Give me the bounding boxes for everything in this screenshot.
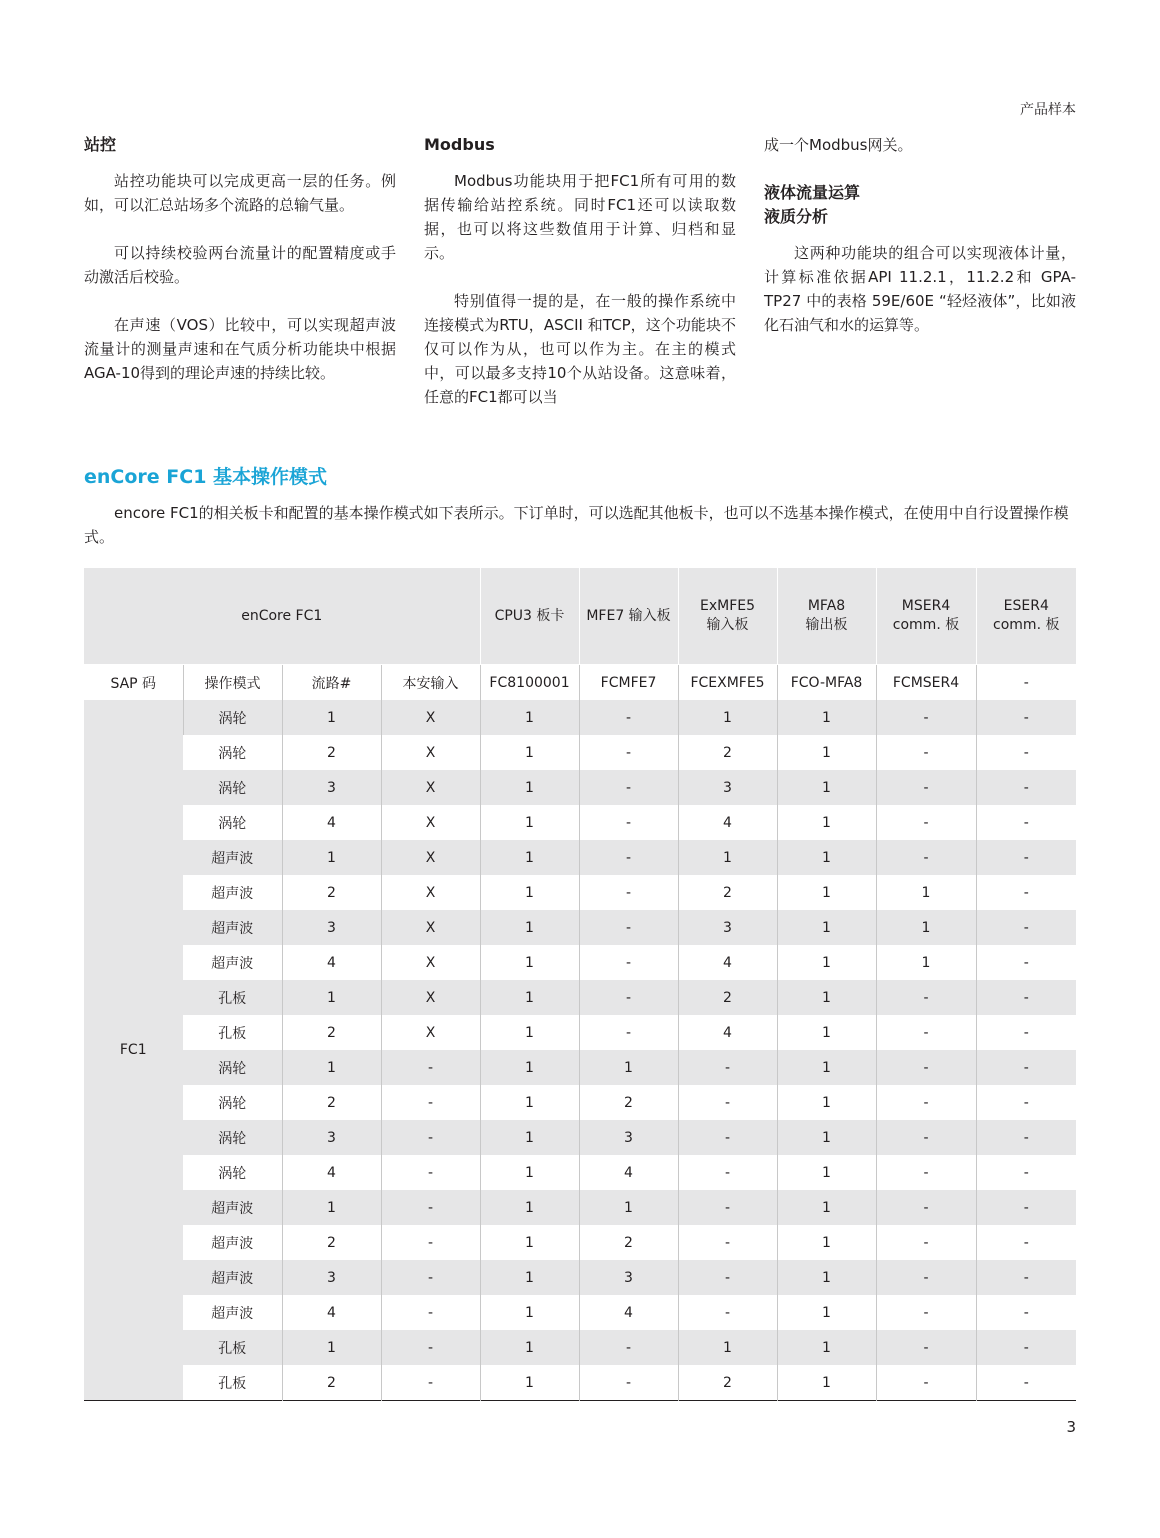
table-cell: - xyxy=(876,1260,976,1295)
table-cell: - xyxy=(579,910,678,945)
table-cell: 1 xyxy=(480,910,579,945)
heading-line-1: 液体流量运算 xyxy=(764,183,861,202)
table-cell: X xyxy=(381,700,480,735)
table-cell: - xyxy=(579,1015,678,1050)
table-cell: 1 xyxy=(480,1295,579,1330)
table-cell: 1 xyxy=(777,980,876,1015)
table-cell: 1 xyxy=(777,700,876,735)
table-cell: - xyxy=(976,840,1076,875)
table-cell: 4 xyxy=(579,1295,678,1330)
table-cell: - xyxy=(876,1050,976,1085)
table-row xyxy=(84,1295,1076,1330)
table-cell: 1 xyxy=(777,1050,876,1085)
heading-station-control: 站控 xyxy=(84,135,117,154)
table-cell: 超声波 xyxy=(211,1235,254,1252)
paragraph: 特别值得一提的是，在一般的操作系统中连接模式为RTU，ASCII 和TCP，这个功能块不仅可以作为从，也可以作为主。在主的模式中，可以最多支持10个从站设备。这意味着，任意的FC1都可以当 xyxy=(424,292,736,406)
table-cell: X xyxy=(381,875,480,910)
table-cell: - xyxy=(976,1295,1076,1330)
table-cell: - xyxy=(876,700,976,735)
table-cell: - xyxy=(579,805,678,840)
table-cell: - xyxy=(976,1085,1076,1120)
table-row xyxy=(84,840,1076,875)
table-cell: 1 xyxy=(480,980,579,1015)
table-cell: 3 xyxy=(579,1260,678,1295)
table-cell: 超声波 xyxy=(183,1260,282,1295)
table-cell: - xyxy=(678,1050,777,1085)
table-cell: 1 xyxy=(282,840,381,875)
table-cell: X xyxy=(381,1015,480,1050)
table-cell: - xyxy=(876,805,976,840)
table-cell: 1 xyxy=(282,700,381,735)
table-cell: 1 xyxy=(480,805,579,840)
table-cell: - xyxy=(579,840,678,875)
table-cell: 1 xyxy=(480,1365,579,1401)
table-cell: 2 xyxy=(678,875,777,910)
subheader-cell: 本安输入 xyxy=(381,665,480,701)
table-cell: 1 xyxy=(480,1015,579,1050)
card-header: MFA8 输出板 xyxy=(777,568,876,665)
table-subheader-row xyxy=(84,665,1076,701)
table-cell: - xyxy=(579,945,678,980)
table-cell: 1 xyxy=(480,1050,579,1085)
subheader-cell: SAP 码 xyxy=(84,665,183,701)
table-cell: 4 xyxy=(678,945,777,980)
table-cell: - xyxy=(976,700,1076,735)
page-number: 3 xyxy=(1066,1418,1076,1436)
table-cell: - xyxy=(678,1120,777,1155)
heading-liquid xyxy=(764,181,1076,229)
table-cell: 3 xyxy=(579,1120,678,1155)
table-cell: - xyxy=(381,1225,480,1260)
table-cell: 1 xyxy=(777,875,876,910)
table-cell: - xyxy=(976,945,1076,980)
table-cell: 4 xyxy=(282,805,381,840)
table-cell: 孔板 xyxy=(218,1025,247,1042)
table-row xyxy=(84,700,1076,735)
table-cell: 孔板 xyxy=(183,980,282,1015)
table-row xyxy=(84,1330,1076,1365)
table-cell: 2 xyxy=(282,875,381,910)
table-cell: - xyxy=(876,1330,976,1365)
table-cell: 1 xyxy=(480,1190,579,1225)
table-cell: 2 xyxy=(678,1365,777,1401)
table-cell: 2 xyxy=(282,1015,381,1050)
table-cell: 2 xyxy=(282,1365,381,1401)
table-cell: 超声波 xyxy=(211,955,254,972)
table-cell: - xyxy=(381,1085,480,1120)
table-cell: 1 xyxy=(777,1155,876,1190)
table-cell: 1 xyxy=(480,735,579,770)
table-header-row xyxy=(84,568,1076,665)
section-intro: encore FC1的相关板卡和配置的基本操作模式如下表所示。下订单时，可以选配其他板卡，也可以不选基本操作模式，在使用中自行设置操作模式。 xyxy=(84,504,1069,546)
table-cell: - xyxy=(579,1365,678,1401)
table-cell: - xyxy=(976,1365,1076,1401)
card-header: ExMFE5 输入板 xyxy=(678,568,777,665)
table-cell: 1 xyxy=(480,875,579,910)
table-cell: - xyxy=(579,1330,678,1365)
table-cell: 4 xyxy=(678,805,777,840)
table-cell: 3 xyxy=(678,770,777,805)
table-cell: 1 xyxy=(777,805,876,840)
table-cell: - xyxy=(976,1190,1076,1225)
table-cell: 1 xyxy=(777,735,876,770)
table-cell: 1 xyxy=(777,1015,876,1050)
paragraph: 站控功能块可以完成更高一层的任务。例如，可以汇总站场多个流路的总输气量。 xyxy=(84,172,396,214)
table-cell: - xyxy=(976,735,1076,770)
table-cell: - xyxy=(876,1085,976,1120)
table-cell: - xyxy=(678,1260,777,1295)
table-cell: - xyxy=(976,1155,1076,1190)
table-cell: 2 xyxy=(678,980,777,1015)
table-cell: - xyxy=(381,1330,480,1365)
table-cell: 1 xyxy=(282,980,381,1015)
table-cell: 1 xyxy=(480,1225,579,1260)
table-cell: 1 xyxy=(777,1295,876,1330)
table-cell: 超声波 xyxy=(183,910,282,945)
subheader-cell: FCO-MFA8 xyxy=(777,665,876,701)
table-cell: 1 xyxy=(480,1260,579,1295)
table-cell: X xyxy=(381,945,480,980)
table-cell: 涡轮 xyxy=(218,745,247,762)
table-cell: 2 xyxy=(579,1225,678,1260)
table-cell: 4 xyxy=(282,1295,381,1330)
table-cell: - xyxy=(876,735,976,770)
table-cell: 1 xyxy=(777,770,876,805)
table-cell: 3 xyxy=(282,910,381,945)
table-row xyxy=(84,1015,1076,1050)
table-cell: 1 xyxy=(282,1050,381,1085)
table-cell: 超声波 xyxy=(211,885,254,902)
table-cell: 4 xyxy=(282,945,381,980)
table-cell: - xyxy=(876,1190,976,1225)
card-header: MFE7 输入板 xyxy=(579,568,678,665)
table-cell: 1 xyxy=(777,910,876,945)
table-row xyxy=(84,875,1076,910)
table-cell: 1 xyxy=(777,945,876,980)
table-cell: 3 xyxy=(282,770,381,805)
table-cell: - xyxy=(876,1365,976,1401)
column-station-control xyxy=(84,133,396,409)
table-cell: 涡轮 xyxy=(183,1050,282,1085)
table-cell: 1 xyxy=(777,1120,876,1155)
table-cell: 1 xyxy=(579,1050,678,1085)
table-cell: 1 xyxy=(777,1365,876,1401)
card-header: ESER4 comm. 板 xyxy=(976,568,1076,665)
table-cell: 3 xyxy=(282,1120,381,1155)
table-cell: 2 xyxy=(282,735,381,770)
table-cell: - xyxy=(976,770,1076,805)
table-row xyxy=(84,805,1076,840)
column-modbus xyxy=(424,133,736,433)
table-row xyxy=(84,735,1076,770)
table-cell: 1 xyxy=(480,1330,579,1365)
table-cell: 涡轮 xyxy=(183,700,282,735)
table-cell: 1 xyxy=(876,910,976,945)
table-cell: - xyxy=(976,910,1076,945)
table-row xyxy=(84,1120,1076,1155)
running-header: 产品样本 xyxy=(1020,102,1076,118)
table-cell: 涡轮 xyxy=(183,1120,282,1155)
table-cell: 1 xyxy=(678,1330,777,1365)
table-cell: 2 xyxy=(678,735,777,770)
table-cell: 2 xyxy=(579,1085,678,1120)
operation-modes-table xyxy=(84,568,1076,1401)
table-cell: - xyxy=(381,1295,480,1330)
table-cell: 1 xyxy=(777,1190,876,1225)
table-cell: 1 xyxy=(480,840,579,875)
table-cell: 1 xyxy=(678,700,777,735)
paragraph: 可以持续校验两台流量计的配置精度或手动激活后校验。 xyxy=(84,244,396,286)
table-cell: 超声波 xyxy=(183,1190,282,1225)
column-liquid xyxy=(764,133,1076,361)
card-header: CPU3 板卡 xyxy=(480,568,579,665)
table-cell: 1 xyxy=(480,1120,579,1155)
table-cell: - xyxy=(876,840,976,875)
table-cell: 1 xyxy=(777,1085,876,1120)
table-cell: - xyxy=(381,1050,480,1085)
heading-line-2: 液质分析 xyxy=(764,207,829,226)
table-cell: 3 xyxy=(678,910,777,945)
table-cell: - xyxy=(381,1120,480,1155)
table-row xyxy=(84,1085,1076,1120)
table-cell: 1 xyxy=(579,1190,678,1225)
table-cell: 孔板 xyxy=(183,1330,282,1365)
table-cell: 1 xyxy=(480,770,579,805)
table-cell: 1 xyxy=(480,700,579,735)
table-cell: - xyxy=(976,1225,1076,1260)
table-cell: X xyxy=(381,980,480,1015)
table-cell: - xyxy=(976,805,1076,840)
table-cell: 1 xyxy=(282,1190,381,1225)
table-cell: 超声波 xyxy=(183,840,282,875)
table-row xyxy=(84,770,1076,805)
table-row xyxy=(84,1225,1076,1260)
table-cell: - xyxy=(876,1015,976,1050)
table-cell: 涡轮 xyxy=(218,1165,247,1182)
table-row xyxy=(84,1050,1076,1085)
table-cell: - xyxy=(381,1155,480,1190)
table-cell: 2 xyxy=(282,1085,381,1120)
table-cell: 1 xyxy=(777,1260,876,1295)
table-cell: 1 xyxy=(777,1225,876,1260)
group-header: enCore FC1 xyxy=(84,568,480,665)
table-cell: - xyxy=(976,980,1076,1015)
table-cell: - xyxy=(579,980,678,1015)
table-cell: 2 xyxy=(282,1225,381,1260)
table-cell: - xyxy=(976,1330,1076,1365)
paragraph: Modbus功能块用于把FC1所有可用的数据传输给站控系统。同时FC1还可以读取数据，也可以将这些数值用于计算、归档和显示。 xyxy=(424,172,736,262)
table-cell: - xyxy=(876,1225,976,1260)
paragraph: 在声速（VOS）比较中，可以实现超声波流量计的测量声速和在气质分析功能块中根据AGA-10得到的理论声速的持续比较。 xyxy=(84,316,396,382)
table-cell: X xyxy=(381,770,480,805)
table-cell: - xyxy=(976,1260,1076,1295)
table-cell: X xyxy=(381,735,480,770)
subheader-cell: FCEXMFE5 xyxy=(678,665,777,701)
table-row xyxy=(84,980,1076,1015)
table-cell: - xyxy=(678,1085,777,1120)
subheader-cell: FCMFE7 xyxy=(579,665,678,701)
table-cell: 涡轮 xyxy=(218,815,247,832)
subheader-cell: 操作模式 xyxy=(183,665,282,701)
table-row xyxy=(84,1190,1076,1225)
table-cell: 3 xyxy=(282,1260,381,1295)
table-cell: - xyxy=(381,1260,480,1295)
table-cell: 1 xyxy=(480,945,579,980)
table-cell: 孔板 xyxy=(218,1375,247,1392)
table-cell: - xyxy=(876,1120,976,1155)
table-cell: - xyxy=(976,1120,1076,1155)
table-cell: 1 xyxy=(282,1330,381,1365)
table-cell: 涡轮 xyxy=(183,770,282,805)
table-cell: - xyxy=(976,1015,1076,1050)
heading-modbus: Modbus xyxy=(424,135,495,154)
card-header: MSER4 comm. 板 xyxy=(876,568,976,665)
subheader-cell: - xyxy=(976,665,1076,701)
table-cell: 1 xyxy=(777,840,876,875)
table-row xyxy=(84,945,1076,980)
table-cell: 1 xyxy=(777,1330,876,1365)
table-cell: 1 xyxy=(876,875,976,910)
subheader-cell: FCMSER4 xyxy=(876,665,976,701)
table-cell: - xyxy=(381,1365,480,1401)
table-cell: 4 xyxy=(579,1155,678,1190)
table-cell: X xyxy=(381,805,480,840)
table-cell: - xyxy=(678,1190,777,1225)
table-cell: 涡轮 xyxy=(218,1095,247,1112)
table-cell: - xyxy=(381,1190,480,1225)
paragraph-continuation: 成一个Modbus网关。 xyxy=(764,136,913,154)
table-cell: - xyxy=(876,1155,976,1190)
table-cell: - xyxy=(579,875,678,910)
table-cell: - xyxy=(876,980,976,1015)
subheader-cell: FC8100001 xyxy=(480,665,579,701)
sap-code-cell: FC1 xyxy=(84,700,183,1401)
table-cell: - xyxy=(579,700,678,735)
table-cell: 4 xyxy=(678,1015,777,1050)
table-cell: 1 xyxy=(876,945,976,980)
table-cell: - xyxy=(678,1295,777,1330)
table-cell: 4 xyxy=(282,1155,381,1190)
table-cell: X xyxy=(381,840,480,875)
subheader-cell: 流路# xyxy=(282,665,381,701)
table-row xyxy=(84,1260,1076,1295)
table-cell: X xyxy=(381,910,480,945)
table-row xyxy=(84,910,1076,945)
paragraph: 这两种功能块的组合可以实现液体计量，计算标准依据API 11.2.1，11.2.2和 GPA-TP27 中的表格 59E/60E “轻烃液体”，比如液化石油气和水的运算等。 xyxy=(764,244,1076,334)
table-cell: 1 xyxy=(480,1085,579,1120)
table-cell: - xyxy=(976,875,1076,910)
table-cell: - xyxy=(579,770,678,805)
table-row xyxy=(84,1155,1076,1190)
table-cell: 1 xyxy=(678,840,777,875)
table-cell: - xyxy=(976,1050,1076,1085)
table-row xyxy=(84,1365,1076,1401)
table-cell: - xyxy=(678,1225,777,1260)
table-cell: 超声波 xyxy=(211,1305,254,1322)
table-cell: - xyxy=(876,770,976,805)
table-cell: - xyxy=(876,1295,976,1330)
table-cell: 1 xyxy=(480,1155,579,1190)
section-title: enCore FC1 基本操作模式 xyxy=(84,466,328,488)
table-cell: - xyxy=(678,1155,777,1190)
table-cell: - xyxy=(579,735,678,770)
